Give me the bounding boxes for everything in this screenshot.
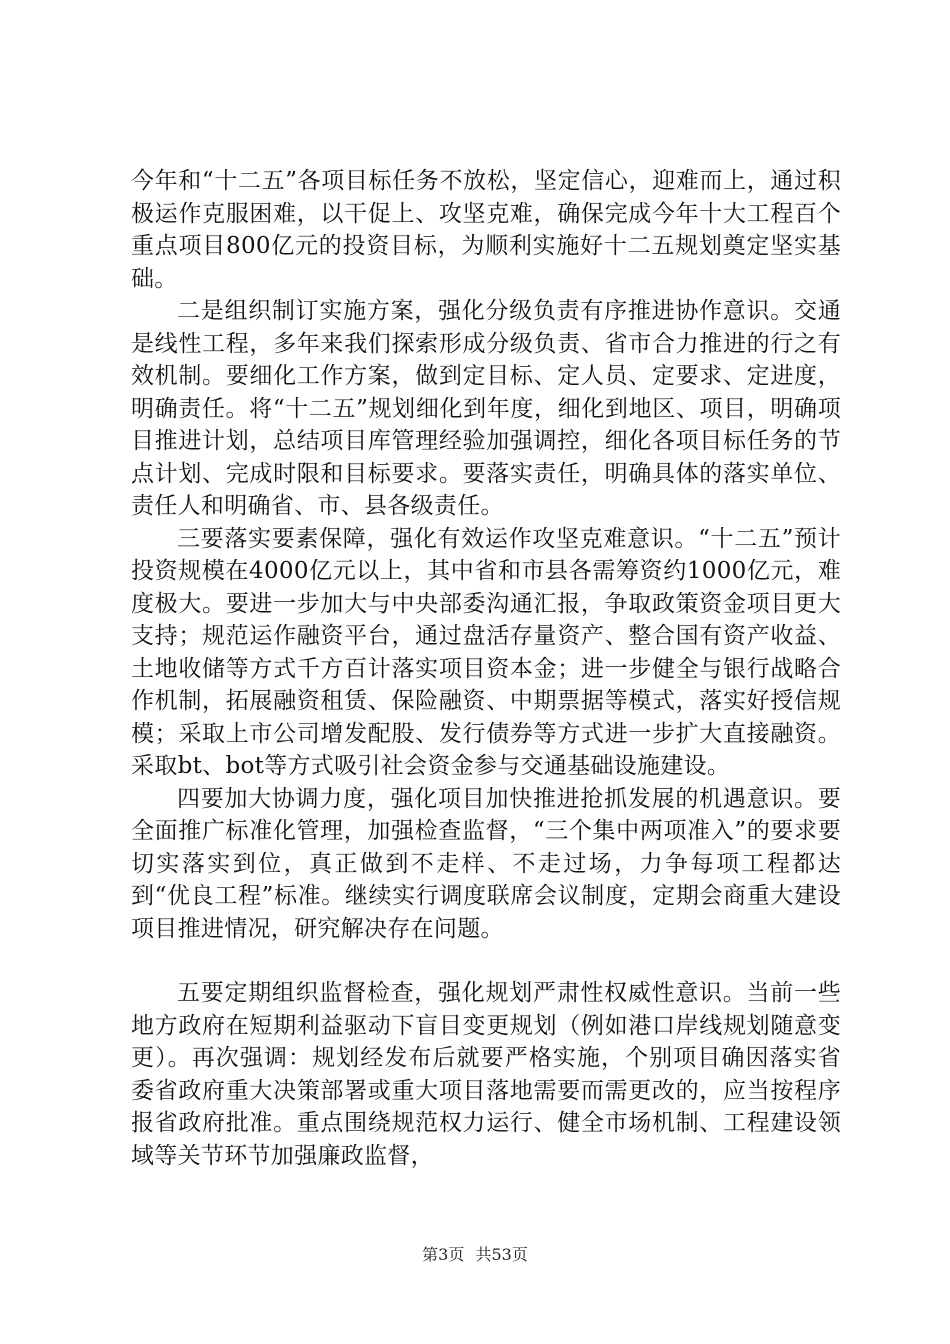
page-footer <box>0 1245 950 1265</box>
page-number: 第3页 <box>422 1245 465 1264</box>
document-body <box>131 165 841 1172</box>
paragraph-continued: 今年和“十二五”各项目标任务不放松，坚定信心，迎难而上，通过积极运作克服困难，以干促上、攻坚克难，确保完成今年十大工程百个重点项目800亿元的投资目标，为顺利实施好十二五规划奠定坚实基础。 <box>131 168 841 292</box>
paragraph-5: 五要定期组织监督检查，强化规划严肃性权威性意识。当前一些地方政府在短期利益驱动下盲目变更规划（例如港口岸线规划随意变更）。再次强调：规划经发布后就要严格实施，个别项目确因落实省委省政府重大决策部署或重大项目落地需要而需更改的，应当按程序报省政府批准。重点围绕规范权力运行、健全市场机制、工程建设领域等关节环节加强廉政监督， <box>131 980 841 1169</box>
paragraph-4: 四要加大协调力度，强化项目加快推进抢抓发展的机遇意识。要全面推广标准化管理，加强检查监督，“三个集中两项准入”的要求要切实落实到位，真正做到不走样、不走过场，力争每项工程都达到“优良工程”标准。继续实行调度联席会议制度，定期会商重大建设项目推进情况，研究解决存在问题。 <box>131 785 841 942</box>
total-pages: 共53页 <box>475 1245 528 1264</box>
paragraph-3: 三要落实要素保障，强化有效运作攻坚克难意识。“十二五”预计投资规模在4000亿元以上，其中省和市县各需筹资约1000亿元，难度极大。要进一步加大与中央部委沟通汇报，争取政策资金项目更大支持；规范运作融资平台，通过盘活存量资产、整合国有资产收益、土地收储等方式千方百计落实项目资本金；进一步健全与银行战略合作机制，拓展融资租赁、保险融资、中期票据等模式，落实好授信规模；采取上市公司增发配股、发行债券等方式进一步扩大直接融资。采取bt、bot等方式吸引社会资金参与交通基础设施建设。 <box>131 525 841 779</box>
paragraph-2: 二是组织制订实施方案，强化分级负责有序推进协作意识。交通是线性工程，多年来我们探索形成分级负责、省市合力推进的行之有效机制。要细化工作方案，做到定目标、定人员、定要求、定进度，明确责任。将“十二五”规划细化到年度，细化到地区、项目，明确项目推进计划，总结项目库管理经验加强调控，细化各项目标任务的节点计划、完成时限和目标要求。要落实责任，明确具体的落实单位、责任人和明确省、市、县各级责任。 <box>131 298 841 519</box>
